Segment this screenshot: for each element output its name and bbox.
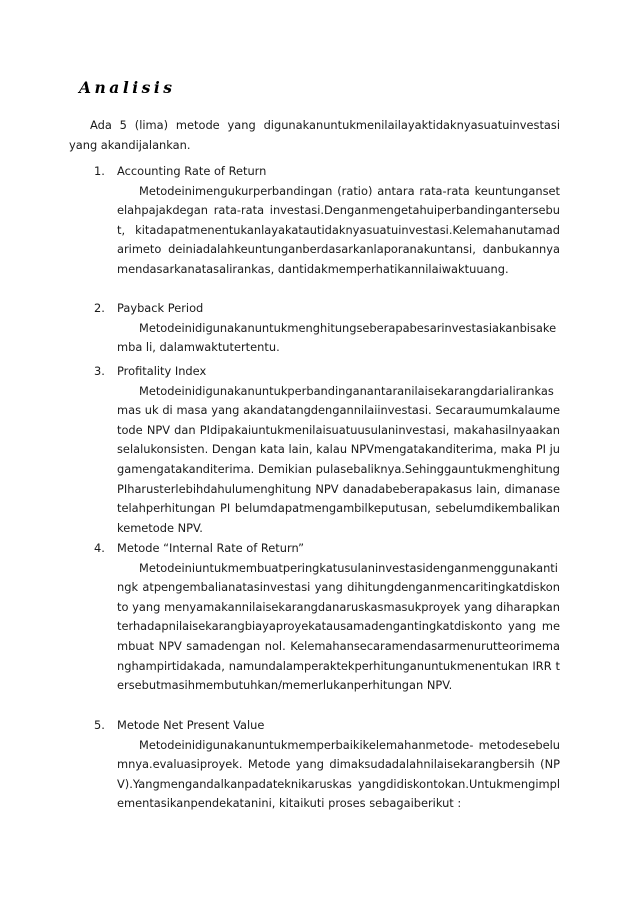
page-title: Analisis (79, 78, 176, 97)
list-item-number: 1. (94, 164, 105, 178)
list-item-label: Metode “Internal Rate of Return” (117, 541, 304, 555)
list-item-number: 3. (94, 364, 105, 378)
list-item-number: 5. (94, 718, 105, 732)
list-item-label: Accounting Rate of Return (117, 164, 267, 178)
list-item-body: Metodeiniuntukmembuatperingkatusulaninvestasidenganmenggunakantingk atpengembalianatasinvestasi yang dihitungdenganmencaritingkatdiskonto yang menyamakannilaisekarangdanaruskasmasukproyek yang diharapkanterhadapnilaisekarangbiayaproyekatausamadengantingkatdiskonto yang membuat NPV samadengan nol. Kelemahansecaramendasarmenurutteorimemanghampirtidakada, namundalamperaktekperhitunganuntukmenentukan IRR tersebutmasihmembutuhkan/memerlukanperhitungan NPV. (117, 560, 560, 693)
list-item-label: Metode Net Present Value (117, 718, 265, 732)
list-item-number: 2. (94, 301, 105, 315)
list-item-body: Metodeinidigunakanuntukmenghitungseberapabesarinvestasiakanbisakemba li, dalamwaktutertentu. (117, 320, 557, 355)
list-item-body: Metodeinidigunakanuntukmemperbaikikelemahanmetode- metodesebelumnya.evaluasiproyek. Metode yang dimaksudadalahnilaisekarangbersih (NPV).Yangmengandalkanpadateknikaruskas yangdidiskontokan.Untukmengimplementasikanpendekatanini, kitaikuti proses sebagaiberikut : (117, 737, 560, 811)
intro-paragraph: Ada 5 (lima) metode yang digunakanuntukmenilailayaktidaknyasuatuinvestasi yang akandijalankan. (69, 118, 560, 152)
list-item-number: 4. (94, 541, 105, 555)
list-item-label: Payback Period (117, 301, 204, 315)
list-item-body: Metodeinimengukurperbandingan (ratio) antara rata-rata keuntungansetelahpajakdegan rata-rata investasi.Denganmengetahuiperbandingantersebut, kitadapatmenentukanlayakatautidaknyasuatuinvestasi.Kelemahanutamadarimeto deiniadalahkeuntunganberdasarkanlaporanakuntansi, danbukannyamendasarkanatasalirankas, dantidakmemperhatikannilaiwaktuuang. (117, 183, 560, 276)
list-item-label: Profitality Index (117, 364, 207, 378)
list-item-body: Metodeinidigunakanuntukperbandinganantaranilaisekarangdarialirankasmas uk di masa yang akandatangdengannilaiinvestasi. Secaraumumkalaumetode NPV dan PIdipakaiuntukmenilaisuatuusulaninvestasi, makahasilnyaakanselalukonsisten. Dengan kata lain, kalau NPVmengatakanditerima, maka PI jugamengatakanditerima. Demikian pulasebaliknya.Sehinggauntukmenghitung PIharusterlebihdahulumenghitung NPV danadabeberapakasus lain, dimanasetelahperhitungan PI belumdapatmengambilkeputusan, sebelumdikembalikankemetode NPV. (117, 383, 560, 535)
